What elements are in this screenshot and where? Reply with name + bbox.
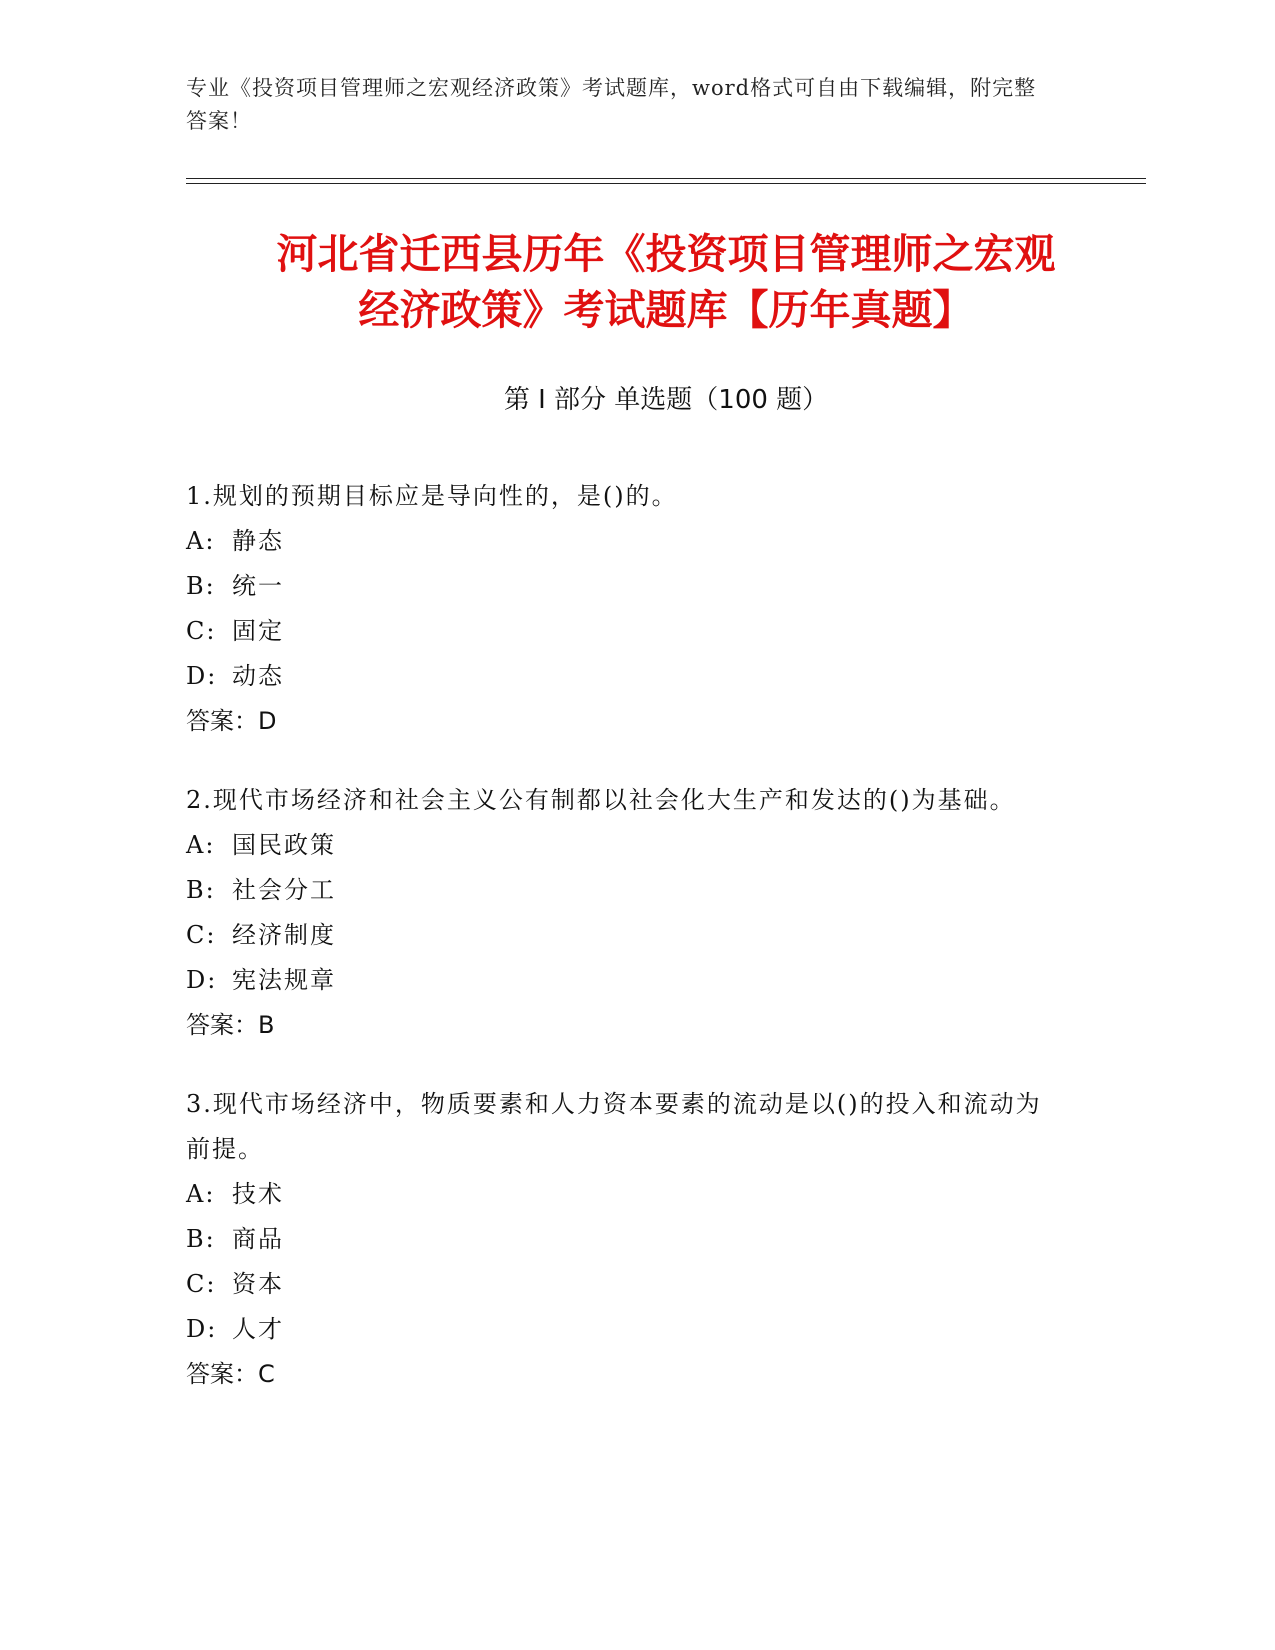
header-divider-bottom: [186, 183, 1146, 184]
option-letter: C:: [186, 1270, 217, 1298]
question-stem: 2.现代市场经济和社会主义公有制都以社会化大生产和发达的()为基础。: [186, 786, 1016, 814]
option-text: 动态: [232, 662, 284, 690]
option-letter: B:: [186, 1225, 216, 1253]
option-letter: A:: [186, 831, 216, 859]
option-c: [186, 609, 1066, 654]
option-letter: D:: [186, 1315, 218, 1343]
question-stem: 3.现代市场经济中，物质要素和人力资本要素的流动是以()的投入和流动为前提。: [186, 1090, 1042, 1163]
option-letter: A:: [186, 527, 216, 555]
option-text: 统一: [232, 572, 284, 600]
option-c: [186, 913, 1066, 958]
option-text: 技术: [232, 1180, 284, 1208]
option-c: [186, 1262, 1066, 1307]
option-d: [186, 1307, 1066, 1352]
question-3: [186, 1082, 1066, 1397]
option-letter: B:: [186, 572, 216, 600]
section-heading: 第 I 部分 单选题（100 题）: [503, 385, 829, 415]
option-text: 人才: [232, 1315, 284, 1343]
option-a: [186, 823, 1066, 868]
option-text: 国民政策: [232, 831, 336, 859]
option-b: [186, 868, 1066, 913]
option-d: [186, 654, 1066, 699]
answer-line: 答案：D: [186, 707, 277, 735]
option-letter: B:: [186, 876, 216, 904]
option-letter: C:: [186, 617, 217, 645]
question-2: [186, 778, 1066, 1048]
option-a: [186, 519, 1066, 564]
question-list: [186, 474, 1066, 1431]
option-text: 静态: [232, 527, 284, 555]
header-divider-top: [186, 178, 1146, 179]
header-note: 专业《投资项目管理师之宏观经济政策》考试题库，word格式可自由下载编辑，附完整答案！: [186, 76, 1037, 133]
document-title-line-2: 经济政策》考试题库【历年真题】: [358, 286, 974, 334]
answer-line: 答案：B: [186, 1011, 275, 1039]
option-a: [186, 1172, 1066, 1217]
option-letter: A:: [186, 1180, 216, 1208]
option-b: [186, 1217, 1066, 1262]
question-1: [186, 474, 1066, 744]
answer-line: 答案：C: [186, 1360, 275, 1388]
option-text: 社会分工: [232, 876, 336, 904]
option-text: 宪法规章: [232, 966, 336, 994]
option-d: [186, 958, 1066, 1003]
option-text: 经济制度: [232, 921, 336, 949]
option-b: [186, 564, 1066, 609]
document-title: [186, 226, 1146, 338]
option-text: 商品: [232, 1225, 284, 1253]
option-letter: D:: [186, 662, 218, 690]
option-text: 资本: [232, 1270, 284, 1298]
question-stem: 1.规划的预期目标应是导向性的，是()的。: [186, 482, 678, 510]
option-letter: D:: [186, 966, 218, 994]
document-title-line-1: 河北省迁西县历年《投资项目管理师之宏观: [276, 230, 1056, 278]
option-text: 固定: [232, 617, 284, 645]
option-letter: C:: [186, 921, 217, 949]
